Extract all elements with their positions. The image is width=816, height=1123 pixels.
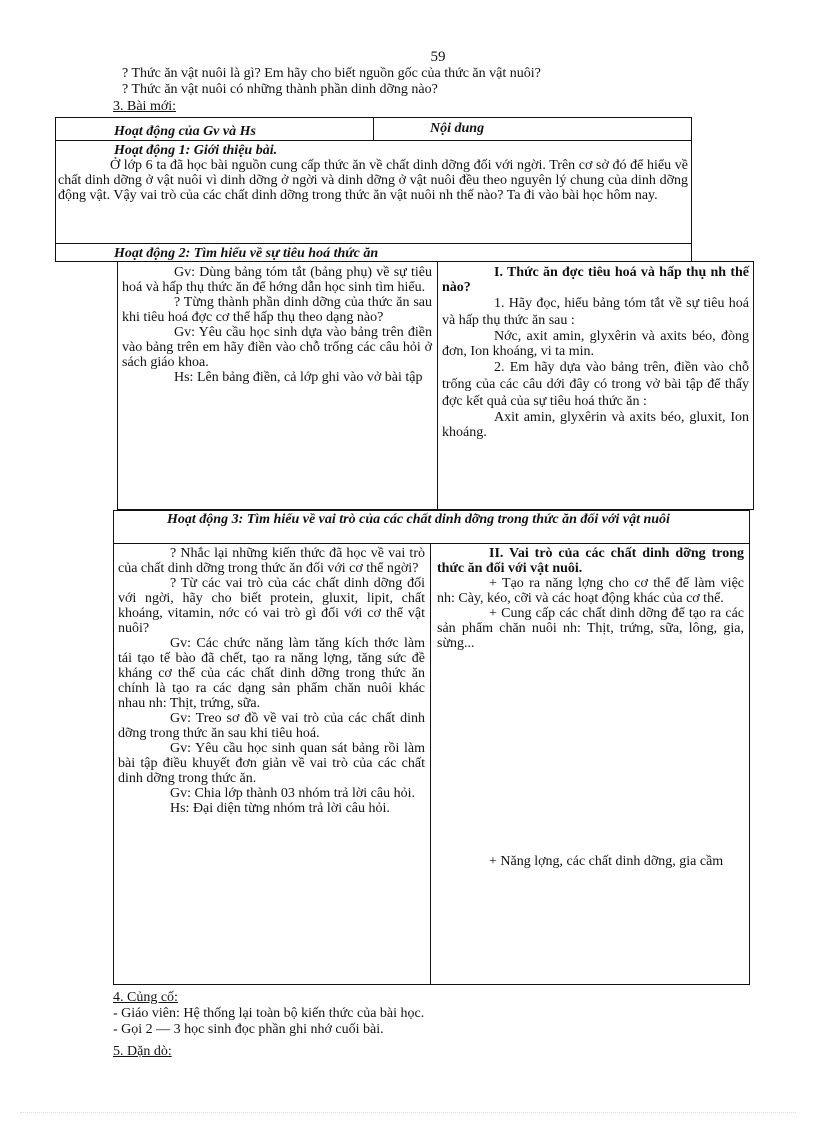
table-3-right-p2: + Cung cấp các chất dinh dỡng để tạo ra các sản phẩm chăn nuôi nh: Thịt, trứng, sữa, lông, gia, sừng... — [437, 606, 744, 651]
section-1-heading: I. Thức ăn đợc tiêu hoá và hấp thụ nh thế nào? — [442, 265, 749, 295]
activity-3-title: Hoạt động 3: Tìm hiểu về vai trò của các chất dinh dỡng trong thức ăn đối với vật nuôi — [167, 512, 670, 527]
page-number: 59 — [430, 49, 446, 65]
page-bottom-rule — [20, 1112, 796, 1113]
header-rule — [55, 140, 692, 141]
table-2-left-column — [122, 265, 432, 385]
table-3-title-rule — [113, 543, 750, 544]
table-3-divider — [430, 543, 431, 985]
activity-1-title: Hoạt động 1: Giới thiệu bài. — [114, 143, 278, 158]
activity-rule — [55, 243, 692, 244]
activity-2-title: Hoạt động 2: Tìm hiểu về sự tiêu hoá thức ăn — [114, 246, 379, 261]
table-3-right-column — [437, 546, 744, 651]
header-activities: Hoạt động của Gv và Hs — [114, 124, 256, 139]
header-content: Nội dung — [430, 121, 485, 136]
table-2-left-p4: Hs: Lên bảng điền, cả lớp ghi vào vở bài tập — [174, 370, 423, 385]
intro-question-1: ? Thức ăn vật nuôi là gì? Em hãy cho biết nguồn gốc của thức ăn vật nuôi? — [122, 66, 541, 81]
table-2-right-column — [442, 265, 749, 440]
header-divider — [373, 117, 374, 140]
consolidation-item-1: - Giáo viên: Hệ thống lại toàn bộ kiến thức của bài học. — [113, 1006, 425, 1021]
table-2-right-p3: 2. Em hãy dựa vào bảng trên, điền vào chỗ trống của các câu dới đây có trong vở bài tập để thấy đợc kết quả của sự tiêu hoá thức ăn : — [442, 360, 749, 409]
table-2-right-p2: Nớc, axit amin, glyxêrin và axits béo, đòng đơn, Ion khoáng, vi ta min. — [442, 329, 749, 359]
table-3-left-p5: Gv: Yêu cầu học sinh quan sát bảng rồi làm bài tập điều khuyết đơn giản về vai trò của các chất dinh dỡng trong thức ăn. — [118, 741, 425, 786]
table-3-left-p7: Hs: Đại diện từng nhóm trả lời câu hỏi. — [170, 801, 390, 816]
new-lesson-heading: 3. Bài mới: — [113, 99, 177, 114]
homework-heading: 5. Dặn dò: — [113, 1044, 172, 1059]
activity-1-text: Ở lớp 6 ta đã học bài nguồn cung cấp thức ăn về chất dinh dỡng đối với ngời. Trên cơ sở đó để hiểu về chất dinh dỡng ở vật nuôi vì dinh dỡng ở ngời và dinh dỡng ở vật nuôi đều theo nguyên lý chung của dinh dỡng động vật. Vậy vai trò của các chất dinh dỡng trong thức ăn vật nuôi nh thế nào? Ta đi vào bài học hôm nay. — [58, 158, 688, 203]
table-3-left-p6: Gv: Chia lớp thành 03 nhóm trả lời câu hỏi. — [170, 786, 415, 801]
table-2-right-p4: Axit amin, glyxêrin và axits béo, gluxit, Ion khoáng. — [442, 410, 749, 440]
table-3-left-p4: Gv: Treo sơ đồ về vai trò của các chất dinh dỡng trong thức ăn sau khi tiêu hoá. — [118, 711, 425, 741]
table-3-left-column — [118, 546, 425, 816]
consolidation-heading: 4. Củng cố: — [113, 990, 178, 1005]
table-3-left-p1: ? Nhắc lại những kiến thức đã học về vai trò của chất dinh dỡng trong thức ăn đối với cơ thể ngời? — [118, 546, 425, 576]
table-2-left-p3: Gv: Yêu cầu học sinh dựa vào bảng trên điền vào bảng trên em hãy điền vào chỗ trống các câu hỏi ở sách giáo khoa. — [122, 325, 432, 370]
table-2-right-p1: 1. Hãy đọc, hiểu bảng tóm tắt về sự tiêu hoá và hấp thụ thức ăn sau : — [442, 296, 749, 328]
consolidation-item-2: - Gọi 2 — 3 học sinh đọc phần ghi nhớ cuối bài. — [113, 1022, 384, 1037]
section-2-heading: II. Vai trò của các chất dinh dỡng trong thức ăn đối với vật nuôi. — [437, 546, 744, 576]
table-2-left-p1: Gv: Dùng bảng tóm tắt (bảng phụ) về sự tiêu hoá và hấp thụ thức ăn để hớng dẫn học sinh tìm hiểu. — [122, 265, 432, 295]
table-3-left-p3: Gv: Các chức năng làm tăng kích thớc làm tái tạo tế bào đã chết, tạo ra năng lợng, tăng sức đề kháng cơ thể của các chất dinh dỡng trong thức ăn chính là tạo ra các dạng sản phẩm chăn nuôi khác nhau nh: Thịt, trứng, sữa. — [118, 636, 425, 711]
table-3-left-p2: ? Từ các vai trò của các chất dinh dỡng đối với ngời, hãy cho biết protein, gluxit, lipit, chất khoáng, vitamin, nớc có vai trò gì đối với cơ thể vật nuôi? — [118, 576, 425, 636]
table-2-left-p2: ? Từng thành phần dinh dỡng của thức ăn sau khi tiêu hoá đợc cơ thể hấp thụ theo dạng nào? — [122, 295, 432, 325]
table-3-right-p1: + Tạo ra năng lợng cho cơ thể để làm việc nh: Cày, kéo, cỡi và các hoạt động khác của cơ thể. — [437, 576, 744, 606]
intro-question-2: ? Thức ăn vật nuôi có những thành phần dinh dỡng nào? — [122, 82, 438, 97]
table-2-divider — [437, 261, 438, 510]
table-3-right-bottom: + Năng lợng, các chất dinh dỡng, gia cầm — [489, 854, 724, 869]
